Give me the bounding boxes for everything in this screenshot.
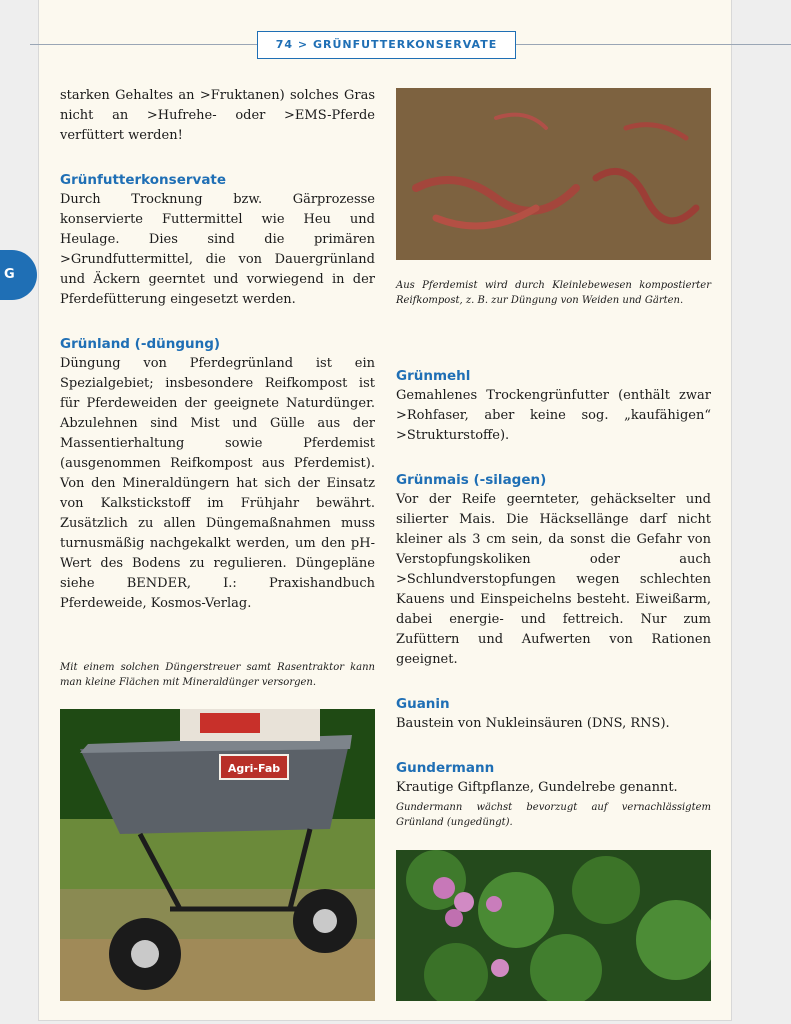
entry-heading-gruenfutterkonservate: Grünfutterkonservate: [60, 172, 227, 188]
compost-photo: [396, 88, 711, 260]
header-rule-right: [514, 44, 791, 45]
right-column: [396, 366, 711, 798]
entry-heading-gruenmais: Grünmais (-silagen): [396, 472, 547, 488]
entry-heading-guanin: Guanin: [396, 696, 450, 712]
right-caption-bottom-block: [396, 800, 711, 830]
left-column: [60, 86, 375, 614]
header-rule-left: [30, 44, 257, 45]
intro-text: starken Gehaltes an >Fruktanen) solches Gras nicht an >Hufrehe- oder >EMS-Pferde verfüttert werden!: [60, 88, 375, 143]
entry-body-gruenmais: Vor der Reife geernteter, gehäckselter und silierter Mais. Die Häcksellänge darf nicht kleiner als 3 cm sein, da sonst die Gefahr von Verstopfungskoliken oder auch >Schlundverstopfungen wegen schlechten Kauens und Einspeichelns besteht. Eiweißarm, dabei energie- und fettreich. Nur zum Zufüttern und Aufwerten von Rationen geeignet.: [396, 492, 711, 667]
gundermann-photo: [396, 850, 711, 1001]
compost-caption: Aus Pferdemist wird durch Kleinlebewesen kompostierter Reifkompost, z. B. zur Düngung von Weiden und Gärten.: [396, 280, 711, 306]
left-caption-block: [60, 660, 375, 690]
entry-body-gruenland: Düngung von Pferdegrünland ist ein Spezialgebiet; insbesondere Reifkompost ist für Pferdeweiden der geeignete Naturdünger. Abzulehnen sind Mist und Gülle aus der Massentierhaltung sowie Pferdemist (ausgenommen Reifkompost aus Pferdemist). Von den Mineraldüngern hat sich der Einsatz von Kalkstickstoff im Frühjahr bewährt. Zusätzlich zu allen Düngemaßnahmen muss turnusmäßig nachgekalkt werden, um den pH-Wert des Bodens zu regulieren. Düngepläne siehe BENDER, I.: Praxishandbuch Pferdeweide, Kosmos-Verlag.: [60, 356, 375, 611]
spreader-brand-label: Agri-Fab: [227, 762, 281, 775]
spreader-photo: [60, 709, 375, 1001]
entry-heading-gruenmehl: Grünmehl: [396, 368, 471, 384]
entry-heading-gundermann: Gundermann: [396, 760, 495, 776]
gundermann-caption: Gundermann wächst bevorzugt auf vernachlässigtem Grünland (ungedüngt).: [396, 802, 711, 828]
entry-body-gruenfutterkonservate: Durch Trocknung bzw. Gärprozesse konservierte Futtermittel wie Heu und Heulage. Dies sind die primären >Grundfuttermittel, die von Dauergrünland und Äckern geerntet und vorwiegend in der Pferdefütterung eingesetzt werden.: [60, 192, 375, 307]
gundermann-plant-illustration: [396, 850, 711, 1001]
entry-body-gundermann: Krautige Giftpflanze, Gundelrebe genannt.: [396, 780, 678, 795]
thumb-index-tab: G: [0, 250, 37, 300]
fertilizer-spreader-illustration: [60, 709, 375, 1001]
spreader-caption: Mit einem solchen Düngerstreuer samt Rasentraktor kann man kleine Flächen mit Mineraldünger versorgen.: [60, 662, 375, 688]
right-caption-top-block: [396, 278, 711, 308]
compost-worms-illustration: [396, 88, 711, 260]
entry-heading-gruenland: Grünland (-düngung): [60, 336, 221, 352]
entry-body-guanin: Baustein von Nukleinsäuren (DNS, RNS).: [396, 716, 670, 731]
entry-body-gruenmehl: Gemahlenes Trockengrünfutter (enthält zwar >Rohfaser, aber keine sog. „kaufähigen“ >Strukturstoffe).: [396, 388, 711, 443]
page-header-title: 74 > GRÜNFUTTERKONSERVATE: [257, 31, 516, 59]
